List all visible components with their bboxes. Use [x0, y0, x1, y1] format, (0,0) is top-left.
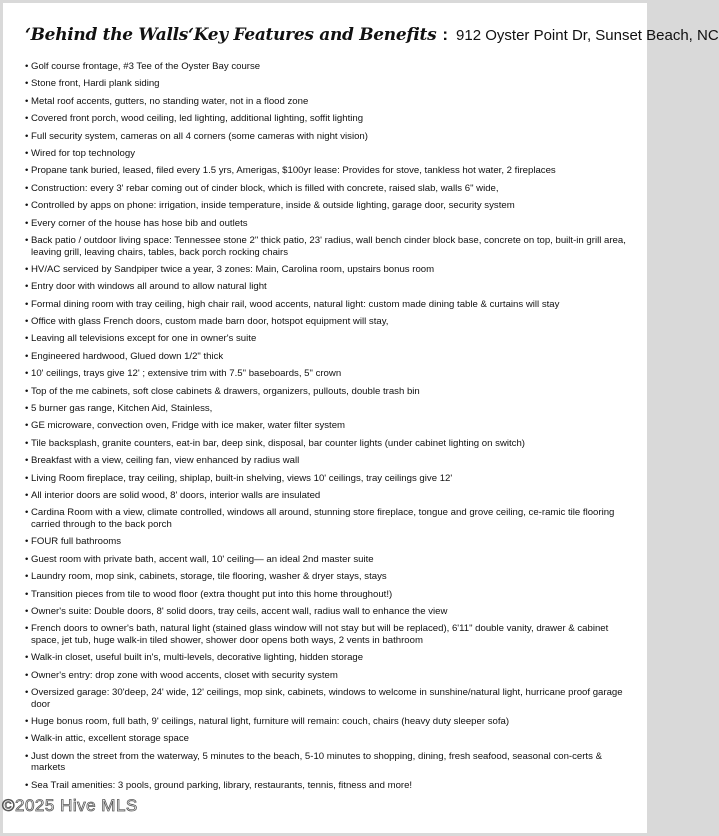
feature-item: • Owner's suite: Double doors, 8' solid doors, tray ceils, accent wall, radius wall to enhance the view	[25, 606, 629, 618]
document-page	[3, 3, 719, 833]
feature-item: • Leaving all televisions except for one in owner's suite	[25, 333, 629, 345]
header-address: 912 Oyster Point Dr, Sunset Beach, NC	[456, 27, 719, 44]
feature-item: • Oversized garage: 30'deep, 24' wide, 12' ceilings, mop sink, cabinets, windows to welcome in sunshine/natural light, hurricane proof garage door	[25, 687, 629, 710]
feature-item: • Living Room fireplace, tray ceiling, shiplap, built-in shelving, views 10' ceilings, tray ceilings give 12'	[25, 473, 629, 485]
feature-item: • Golf course frontage, #3 Tee of the Oyster Bay course	[25, 61, 629, 73]
feature-item: • Top of the me cabinets, soft close cabinets & drawers, organizers, pullouts, double trash bin	[25, 386, 629, 398]
feature-item: • FOUR full bathrooms	[25, 536, 629, 548]
feature-item: • Construction: every 3' rebar coming out of cinder block, which is filled with concrete, raised slab, walls 6" wide,	[25, 183, 629, 195]
feature-item: • Full security system, cameras on all 4 corners (some cameras with night vision)	[25, 131, 629, 143]
feature-item: • French doors to owner's bath, natural light (stained glass window will not stay but will be replaced), 6'11" double vanity, drawer & cabinet space, jet tub, huge walk-in tiled shower, shower door opens both ways, 2 vents in bathroom	[25, 623, 629, 646]
header-title-left: ‘Behind the Walls‘	[25, 25, 194, 45]
feature-item: • All interior doors are solid wood, 8' doors, interior walls are insulated	[25, 490, 629, 502]
feature-item: • Walk-in closet, useful built in's, multi-levels, decorative lighting, hidden storage	[25, 652, 629, 664]
feature-item: • Metal roof accents, gutters, no standing water, not in a flood zone	[25, 96, 629, 108]
feature-item: • 5 burner gas range, Kitchen Aid, Stainless,	[25, 403, 629, 415]
feature-item: • 10' ceilings, trays give 12' ; extensive trim with 7.5" baseboards, 5" crown	[25, 368, 629, 380]
feature-item: • HV/AC serviced by Sandpiper twice a year, 3 zones: Main, Carolina room, upstairs bonus room	[25, 264, 629, 276]
feature-item: • Controlled by apps on phone: irrigation, inside temperature, inside & outside lighting, garage door, security system	[25, 200, 629, 212]
feature-item: • GE microware, convection oven, Fridge with ice maker, water filter system	[25, 420, 629, 432]
feature-item: • Back patio / outdoor living space: Tennessee stone 2" thick patio, 23' radius, wall bench cinder block base, concrete on top, built-in grill area, leaving grill, leaving chairs, tables, back porch rocking chairs	[25, 235, 629, 258]
feature-item: • Guest room with private bath, accent wall, 10' ceiling— an ideal 2nd master suite	[25, 554, 629, 566]
feature-item: • Laundry room, mop sink, cabinets, storage, tile flooring, washer & dryer stays, stays	[25, 571, 629, 583]
feature-list	[25, 61, 629, 791]
feature-item: • Engineered hardwood, Glued down 1/2" thick	[25, 351, 629, 363]
feature-item: • Walk-in attic, excellent storage space	[25, 733, 629, 745]
header-separator: :	[442, 25, 449, 44]
feature-item: • Transition pieces from tile to wood floor (extra thought put into this home throughout!)	[25, 589, 629, 601]
feature-item: • Tile backsplash, granite counters, eat-in bar, deep sink, disposal, bar counter lights (under cabinet lighting on switch)	[25, 438, 629, 450]
feature-item: • Every corner of the house has hose bib and outlets	[25, 218, 629, 230]
feature-item: • Just down the street from the waterway, 5 minutes to the beach, 5-10 minutes to shopping, dining, fresh seafood, seasonal con-certs & markets	[25, 751, 629, 774]
feature-item: • Office with glass French doors, custom made barn door, hotspot equipment will stay,	[25, 316, 629, 328]
feature-item: • Wired for top technology	[25, 148, 629, 160]
header-title-right: Key Features and Benefits	[193, 25, 437, 45]
page-header	[25, 25, 719, 45]
feature-item: • Breakfast with a view, ceiling fan, view enhanced by radius wall	[25, 455, 629, 467]
feature-item: • Entry door with windows all around to allow natural light	[25, 281, 629, 293]
feature-item: • Owner's entry: drop zone with wood accents, closet with security system	[25, 670, 629, 682]
feature-item: • Formal dining room with tray ceiling, high chair rail, wood accents, natural light: custom made dining table & curtains will stay	[25, 299, 629, 311]
feature-item: • Huge bonus room, full bath, 9' ceilings, natural light, furniture will remain: couch, chairs (heavy duty sleeper sofa)	[25, 716, 629, 728]
feature-item: • Sea Trail amenities: 3 pools, ground parking, library, restaurants, tennis, fitness and more!	[25, 780, 629, 792]
feature-item: • Covered front porch, wood ceiling, led lighting, additional lighting, soffit lighting	[25, 113, 629, 125]
feature-item: • Stone front, Hardi plank siding	[25, 78, 629, 90]
feature-item: • Propane tank buried, leased, filed every 1.5 yrs, Amerigas, $100yr lease: Provides for stove, tankless hot water, 2 fireplaces	[25, 165, 629, 177]
feature-item: • Cardina Room with a view, climate controlled, windows all around, stunning store fireplace, tongue and grove ceiling, ce-ramic tile flooring carried through to the back porch	[25, 507, 629, 530]
